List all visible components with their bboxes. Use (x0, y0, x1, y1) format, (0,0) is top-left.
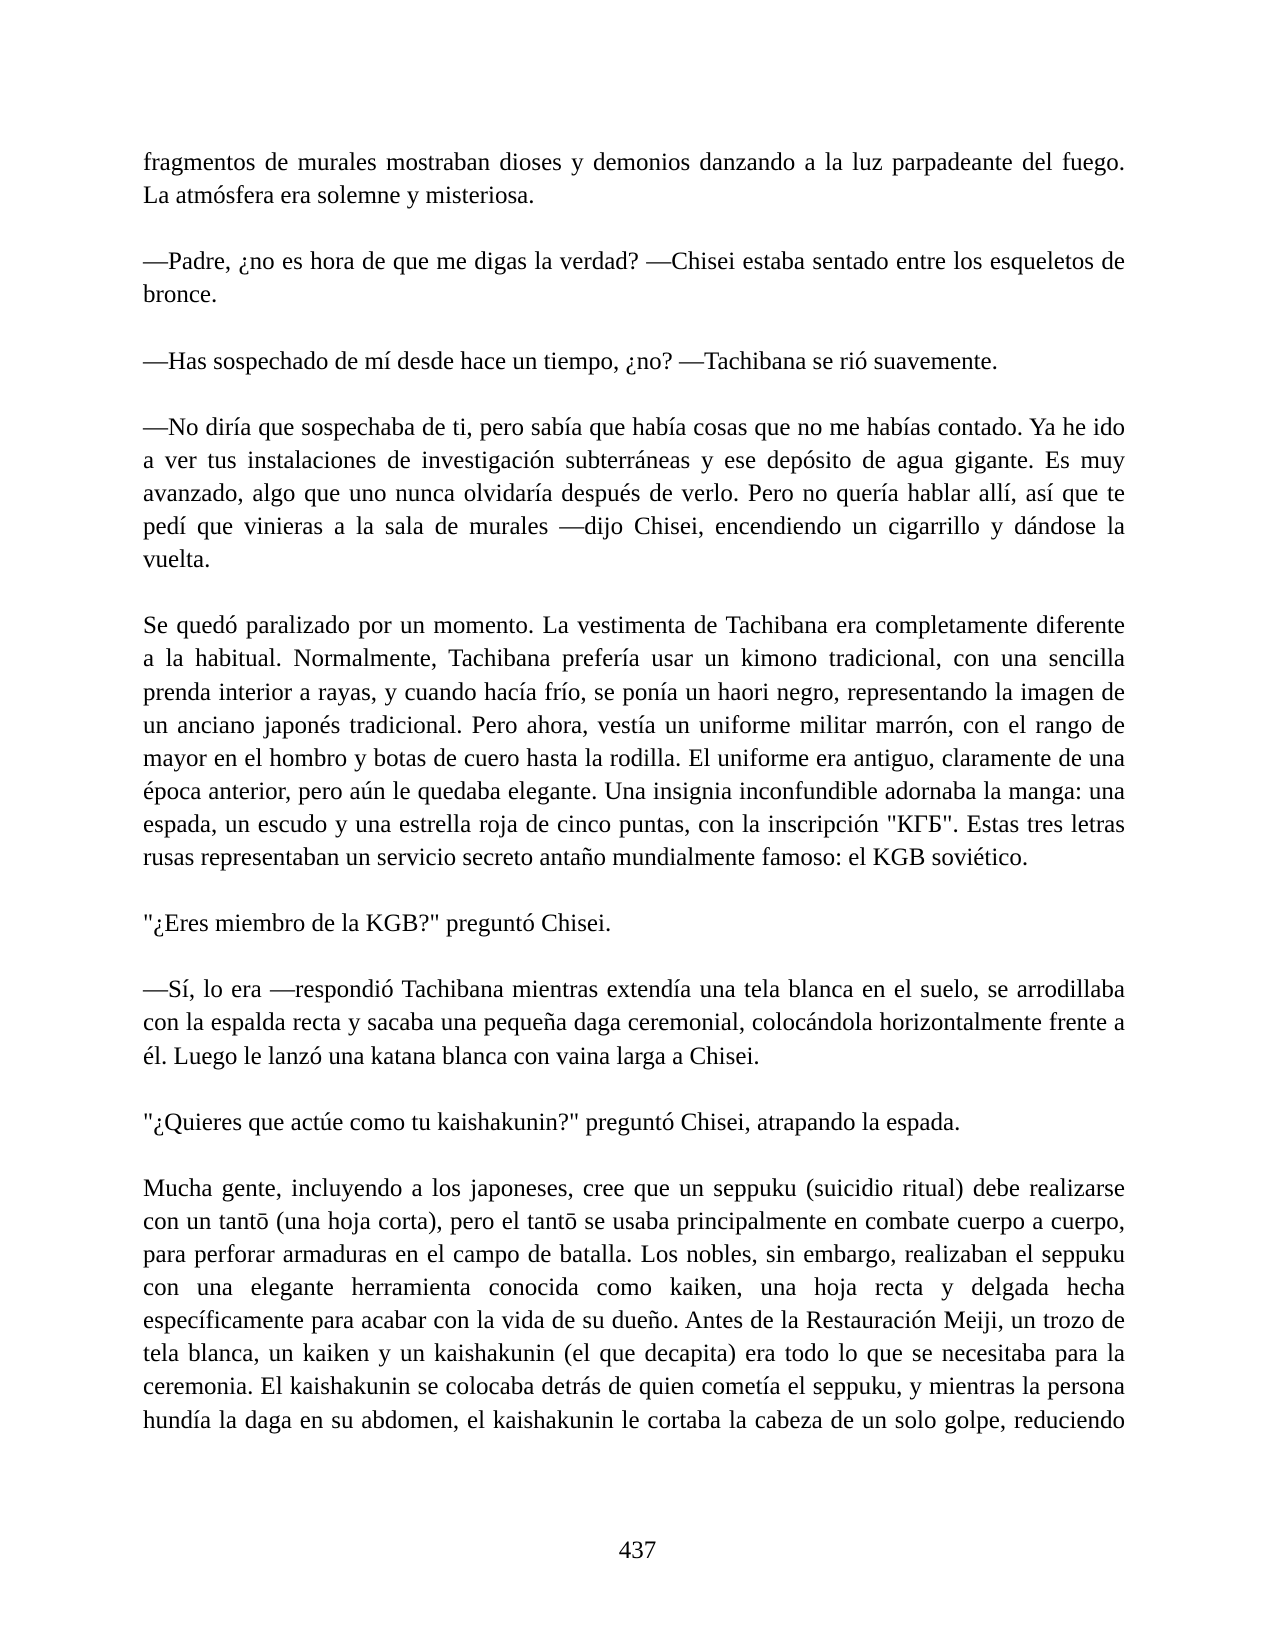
text-line: específicamente para acabar con la vida de su dueño. Antes de la Restauración Meiji, un trozo de (143, 1307, 1125, 1335)
text-line: a ver tus instalaciones de investigación subterráneas y ese depósito de agua gigante. Es muy (143, 446, 1125, 474)
text-line: Se quedó paralizado por un momento. La vestimenta de Tachibana era completamente diferente (143, 612, 1125, 640)
text-line: rusas representaban un servicio secreto antaño mundialmente famoso: el KGB soviético. (143, 843, 1029, 871)
paragraph (143, 245, 1125, 311)
text-line: "¿Eres miembro de la KGB?" preguntó Chisei. (143, 910, 612, 938)
paragraph (143, 1172, 1125, 1437)
text-line: época anterior, pero aún le quedaba elegante. Una insignia inconfundible adornaba la manga: una (143, 777, 1125, 805)
text-line: con un tantō (una hoja corta), pero el tantō se usaba principalmente en combate cuerpo a cuerpo, (143, 1208, 1125, 1235)
text-line: prenda interior a rayas, y cuando hacía frío, se ponía un haori negro, representando la imagen de (143, 678, 1125, 706)
paragraph (143, 609, 1125, 874)
text-line: un anciano japonés tradicional. Pero ahora, vestía un uniforme militar marrón, con el rango de (143, 711, 1125, 739)
text-line: con la espalda recta y sacaba una pequeña daga ceremonial, colocándola horizontalmente frente a (143, 1009, 1125, 1037)
text-line: —Has sospechado de mí desde hace un tiempo, ¿no? —Tachibana se rió suavemente. (143, 347, 998, 375)
text-line: —No diría que sospechaba de ti, pero sabía que había cosas que no me habías contado. Ya he ido (143, 413, 1125, 441)
text-line: —Padre, ¿no es hora de que me digas la verdad? —Chisei estaba sentado entre los esqueletos de (143, 248, 1125, 276)
paragraph (143, 1106, 1125, 1139)
paragraph (143, 345, 1125, 378)
text-line: Mucha gente, incluyendo a los japoneses, cree que un seppuku (suicidio ritual) debe realizarse (143, 1174, 1125, 1202)
text-line: a la habitual. Normalmente, Tachibana prefería usar un kimono tradicional, con una sencilla (143, 645, 1125, 673)
text-line: vuelta. (143, 546, 211, 574)
text-line: hundía la daga en su abdomen, el kaishakunin le cortaba la cabeza de un solo golpe, reduciendo (143, 1406, 1125, 1434)
text-line: para perforar armaduras en el campo de batalla. Los nobles, sin embargo, realizaban el seppuku (143, 1241, 1125, 1269)
text-line: "¿Quieres que actúe como tu kaishakunin?" preguntó Chisei, atrapando la espada. (143, 1108, 961, 1136)
text-line: con una elegante herramienta conocida como kaiken, una hoja recta y delgada hecha (143, 1274, 1125, 1302)
text-line: La atmósfera era solemne y misteriosa. (143, 182, 535, 210)
text-line: —Sí, lo era —respondió Tachibana mientras extendía una tela blanca en el suelo, se arrodillaba (143, 976, 1125, 1004)
text-line: ceremonia. El kaishakunin se colocaba detrás de quien cometía el seppuku, y mientras la persona (143, 1373, 1125, 1401)
text-line: él. Luego le lanzó una katana blanca con vaina larga a Chisei. (143, 1042, 760, 1070)
text-line: mayor en el hombro y botas de cuero hasta la rodilla. El uniforme era antiguo, claramente de una (143, 744, 1125, 772)
text-line: avanzado, algo que uno nunca olvidaría después de verlo. Pero no quería hablar allí, así que te (143, 479, 1125, 507)
paragraph (143, 411, 1125, 576)
text-line: tela blanca, un kaiken y un kaishakunin (el que decapita) era todo lo que se necesitaba para la (143, 1340, 1125, 1368)
text-line: bronce. (143, 281, 218, 309)
paragraph (143, 973, 1125, 1072)
paragraph (143, 907, 1125, 940)
document-text-block (143, 146, 1125, 1437)
page-number: 437 (618, 1537, 657, 1564)
paragraph (143, 146, 1125, 212)
text-line: pedí que vinieras a la sala de murales —dijo Chisei, encendiendo un cigarrillo y dándose la (143, 513, 1125, 541)
text-line: espada, un escudo y una estrella roja de cinco puntas, con la inscripción "КГБ". Estas tres letras (143, 810, 1125, 838)
text-line: fragmentos de murales mostraban dioses y demonios danzando a la luz parpadeante del fuego. (143, 149, 1125, 176)
